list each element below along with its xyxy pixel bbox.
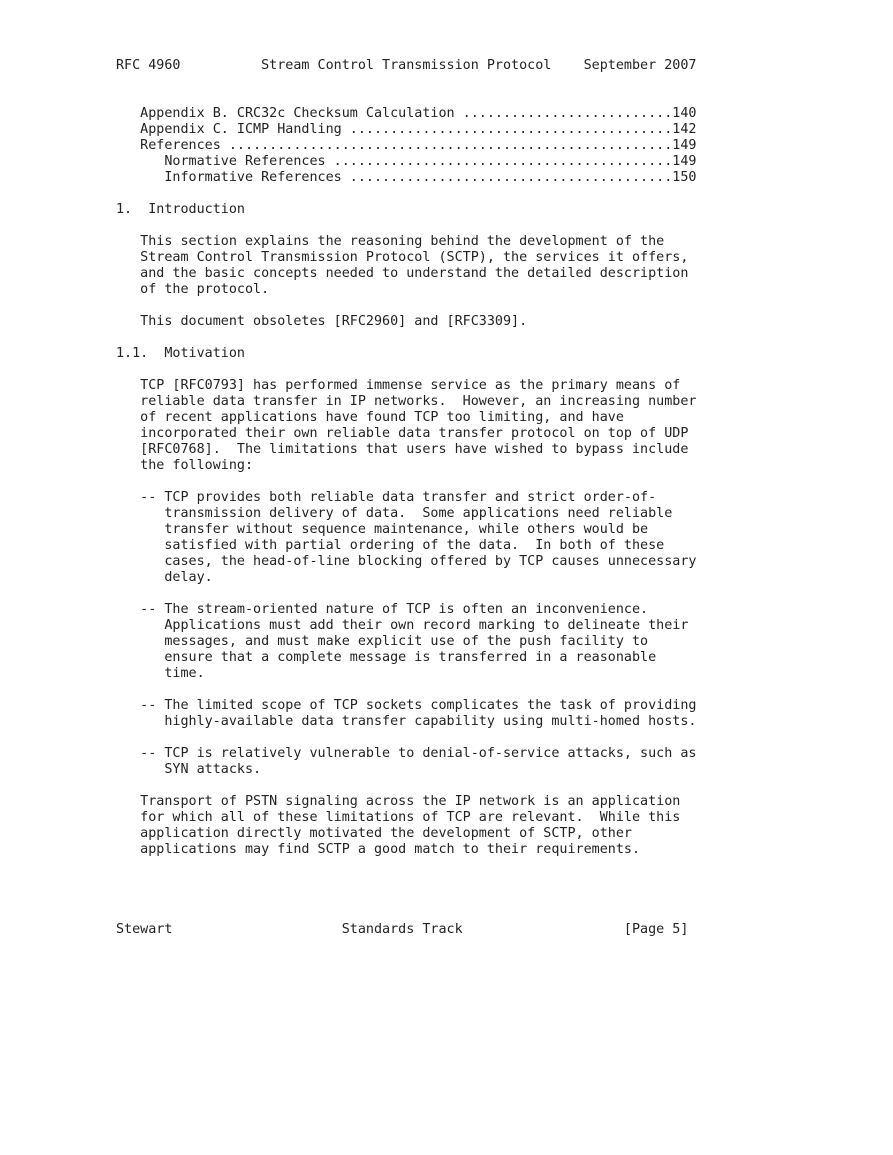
toc-entry: Appendix C. ICMP Handling ........................................142 [116, 122, 697, 137]
text-line: of recent applications have found TCP too limiting, and have [116, 410, 624, 425]
subsection-heading: 1.1. Motivation [116, 346, 245, 361]
text-line: and the basic concepts needed to understand the detailed description [116, 266, 689, 281]
section-heading: 1. Introduction [116, 202, 245, 217]
page-header: RFC 4960 Stream Control Transmission Protocol September 2007 [116, 58, 697, 73]
text-line: This document obsoletes [RFC2960] and [RFC3309]. [116, 314, 528, 329]
toc-entry: Normative References ..........................................149 [116, 154, 697, 169]
text-line: of the protocol. [116, 282, 270, 297]
page-footer: Stewart Standards Track [Page 5] [116, 922, 689, 937]
text-line: cases, the head-of-line blocking offered by TCP causes unnecessary [116, 554, 697, 569]
text-line: transfer without sequence maintenance, while others would be [116, 522, 649, 537]
text-line: Stream Control Transmission Protocol (SCTP), the services it offers, [116, 250, 689, 265]
text-line: -- The stream-oriented nature of TCP is often an inconvenience. [116, 602, 649, 617]
text-line: time. [116, 666, 205, 681]
text-line: [RFC0768]. The limitations that users have wished to bypass include [116, 442, 689, 457]
text-line: delay. [116, 570, 213, 585]
text-line: highly-available data transfer capability using multi-homed hosts. [116, 714, 697, 729]
toc-entry: Appendix B. CRC32c Checksum Calculation ..........................140 [116, 106, 697, 121]
text-line: TCP [RFC0793] has performed immense service as the primary means of [116, 378, 681, 393]
text-line: Applications must add their own record marking to delineate their [116, 618, 689, 633]
text-line: for which all of these limitations of TCP are relevant. While this [116, 810, 681, 825]
text-line: transmission delivery of data. Some applications need reliable [116, 506, 673, 521]
text-line: applications may find SCTP a good match to their requirements. [116, 842, 641, 857]
text-line: Transport of PSTN signaling across the IP network is an application [116, 794, 681, 809]
text-line: ensure that a complete message is transferred in a reasonable [116, 650, 657, 665]
text-line: satisfied with partial ordering of the data. In both of these [116, 538, 665, 553]
text-line: -- TCP is relatively vulnerable to denial-of-service attacks, such as [116, 746, 697, 761]
text-line: the following: [116, 458, 254, 473]
text-line: SYN attacks. [116, 762, 262, 777]
text-line: This section explains the reasoning behind the development of the [116, 234, 665, 249]
text-line: reliable data transfer in IP networks. However, an increasing number [116, 394, 697, 409]
text-line: application directly motivated the development of SCTP, other [116, 826, 632, 841]
text-line: -- The limited scope of TCP sockets complicates the task of providing [116, 698, 697, 713]
text-line: messages, and must make explicit use of the push facility to [116, 634, 649, 649]
toc-entry: References .......................................................149 [116, 138, 697, 153]
text-line: incorporated their own reliable data transfer protocol on top of UDP [116, 426, 689, 441]
text-line: -- TCP provides both reliable data transfer and strict order-of- [116, 490, 657, 505]
toc-entry: Informative References ........................................150 [116, 170, 697, 185]
